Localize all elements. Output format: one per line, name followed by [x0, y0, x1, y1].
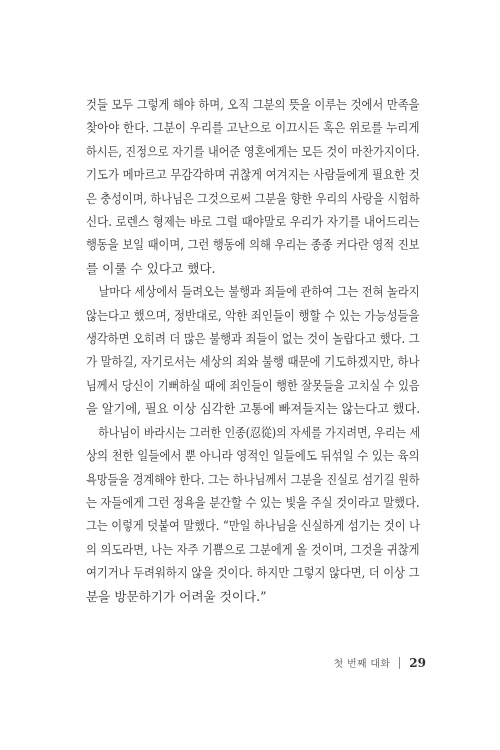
- body-text: [86, 93, 420, 608]
- text-line: 날마다 세상에서 들려오는 불행과 죄들에 관하여 그는 전혀 놀라지: [98, 284, 420, 300]
- text-line: 을 알기에, 필요 이상 심각한 고통에 빠져들지는 않는다고 했다.: [86, 401, 421, 417]
- text-line: 분을 방문하기가 어려울 것이다.”: [86, 588, 267, 604]
- text-line: 하시든, 진정으로 자기를 내어준 영혼에게는 모든 것이 마찬가지이다.: [86, 143, 420, 159]
- text-line: 신다. 로렌스 형제는 바로 그럴 때야말로 우리가 자기를 내어드리는: [86, 214, 420, 230]
- paragraph: [86, 421, 420, 608]
- paragraph: [86, 93, 420, 280]
- page-number: 29: [409, 655, 426, 670]
- text-line: 찾아야 한다. 그분이 우리를 고난으로 이끄시든 혹은 위로를 누리게: [86, 120, 420, 136]
- text-line: 여기거나 두려워하지 않을 것이다. 하지만 그렇지 않다면, 더 이상 그: [86, 565, 420, 581]
- footer-divider: [399, 657, 400, 669]
- text-line: 것들 모두 그렇게 해야 하며, 오직 그분의 뜻을 이루는 것에서 만족을: [86, 97, 420, 112]
- running-chapter-title: 첫 번째 대화: [333, 659, 391, 670]
- text-line: 그는 이렇게 덧붙여 말했다. “만일 하나님을 신실하게 섬기는 것이 나: [86, 518, 420, 534]
- text-line: 가 말하길, 자기로서는 세상의 죄와 불행 때문에 기도하겠지만, 하나: [86, 354, 420, 370]
- text-line: 님께서 당신이 기뻐하실 때에 죄인들이 행한 잘못들을 고치실 수 있음: [86, 377, 420, 393]
- text-line: 은 충성이며, 하나님은 그것으로써 그분을 향한 우리의 사랑을 시험하: [86, 190, 420, 206]
- text-line: 기도가 메마르고 무감각하며 귀찮게 여겨지는 사람들에게 필요한 것: [86, 167, 420, 183]
- text-line: 않는다고 했으며, 정반대로, 악한 죄인들이 행할 수 있는 가능성들을: [86, 307, 420, 323]
- text-line: 를 이룰 수 있다고 했다.: [86, 260, 216, 276]
- text-line: 행동을 보일 때이며, 그런 행동에 의해 우리는 종종 커다란 영적 진보: [86, 237, 420, 253]
- text-line: 하나님이 바라시는 그러한 인종(忍從)의 자세를 가지려면, 우리는 세: [98, 424, 421, 440]
- text-line: 의 의도라면, 나는 자주 기쁨으로 그분에게 올 것이며, 그것을 귀찮게: [86, 541, 420, 557]
- text-line: 상의 천한 일들에서 뿐 아니라 영적인 일들에도 뒤섞일 수 있는 육의: [86, 448, 420, 464]
- text-line: 생각하면 오히려 더 많은 불행과 죄들이 없는 것이 놀랍다고 했다. 그: [86, 331, 420, 347]
- text-line: 는 자들에게 그런 정욕을 분간할 수 있는 빛을 주실 것이라고 말했다.: [86, 494, 420, 510]
- paragraph: [86, 280, 420, 420]
- text-line: 욕망들을 경계해야 한다. 그는 하나님께서 그분을 진실로 섬기길 원하: [86, 471, 420, 487]
- page-footer: [334, 655, 426, 670]
